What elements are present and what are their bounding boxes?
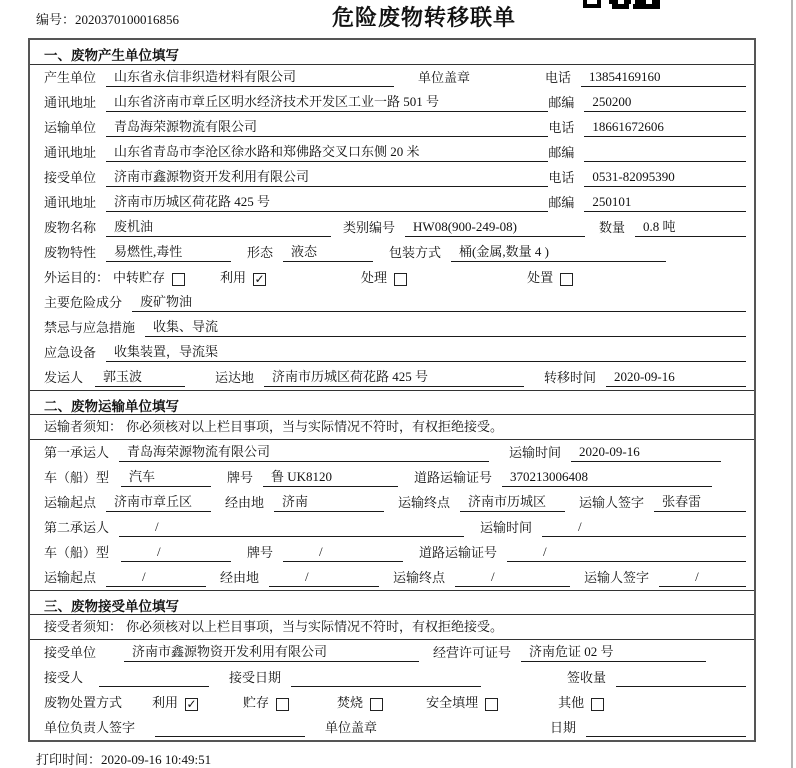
first-transport-time-label: 运输时间 — [509, 445, 562, 460]
emergency-measures-value: 收集、导流 — [145, 318, 746, 337]
second-route-via-value: / — [269, 568, 379, 587]
page-edge-line — [791, 0, 793, 768]
second-route-end-value: / — [455, 568, 570, 587]
license-value: 济南危证 02 号 — [521, 643, 706, 662]
destination-label: 运达地 — [215, 370, 255, 385]
document-header — [0, 0, 796, 38]
producer-address-label: 通讯地址 — [44, 95, 97, 110]
waste-name-value: 废机油 — [106, 218, 331, 237]
row-dispatch — [30, 365, 754, 390]
receiver-address-value: 济南市历城区荷花路 425 号 — [106, 193, 548, 212]
transport-unit-value: 青岛海荣源物流有限公司 — [106, 118, 548, 137]
row-signoff — [30, 715, 754, 740]
transport-address-label: 通讯地址 — [44, 145, 97, 160]
purpose-option-utilize — [220, 269, 266, 287]
responsible-sign-value — [155, 718, 305, 737]
second-route-start-label: 运输起点 — [44, 570, 97, 585]
row-receiver-notice — [30, 615, 754, 640]
producer-unit-label: 产生单位 — [44, 70, 97, 85]
receiving-date-value — [291, 668, 481, 687]
transport-zip-label: 邮编 — [548, 145, 575, 160]
first-carrier-sign-value: 张春雷 — [654, 493, 746, 512]
row-transport-unit — [30, 115, 754, 140]
producer-phone-value: 13854169160 — [581, 68, 746, 87]
receiver-notice-text: 你必须核对以上栏目事项，当与实际情况不符时，有权拒绝接受。 — [126, 619, 504, 634]
qr-code-fragment — [583, 0, 663, 9]
responsible-sign-label: 单位负责人签字 — [44, 720, 136, 735]
second-route-start-value: / — [106, 568, 206, 587]
waste-code-label: 类别编号 — [343, 220, 396, 235]
receiver-zip-label: 邮编 — [548, 195, 575, 210]
waste-pack-label: 包装方式 — [389, 245, 442, 260]
first-route-via-value: 济南 — [274, 493, 384, 512]
serial-label: 编号： — [36, 12, 76, 27]
first-plate-value: 鲁 UK8120 — [263, 468, 398, 487]
receiving-date-label: 接受日期 — [229, 670, 282, 685]
second-road-cert-value: / — [507, 543, 746, 562]
waste-form-label: 形态 — [247, 245, 274, 260]
transfer-manifest-form — [28, 38, 756, 742]
received-qty-value — [616, 668, 746, 687]
transport-unit-label: 运输单位 — [44, 120, 97, 135]
emergency-equipment-label: 应急设备 — [44, 345, 97, 360]
document-title: 危险废物转移联单 — [332, 5, 517, 30]
second-plate-value: / — [283, 543, 403, 562]
first-plate-label: 牌号 — [227, 470, 254, 485]
second-carrier-value: / — [119, 518, 464, 537]
second-route-end-label: 运输终点 — [393, 570, 446, 585]
disposal-option-storage — [243, 694, 289, 712]
second-road-cert-label: 道路运输证号 — [419, 545, 498, 560]
unit-seal-label: 单位盖章 — [418, 70, 471, 85]
second-plate-label: 牌号 — [247, 545, 274, 560]
first-vehicle-type-label: 车（船）型 — [44, 470, 110, 485]
purpose-dispose-label: 处置 — [527, 270, 554, 285]
destination-value: 济南市历城区荷花路 425 号 — [264, 368, 524, 387]
serial-number: 2020370100016856 — [75, 12, 180, 27]
second-carrier-sign-label: 运输人签字 — [584, 570, 650, 585]
section1-header: 一、废物产生单位填写 — [30, 40, 754, 65]
first-carrier-sign-label: 运输人签字 — [579, 495, 645, 510]
purpose-storage-label: 中转贮存 — [113, 270, 166, 285]
disposal-utilize-label: 利用 — [152, 695, 179, 710]
purpose-treat-checkbox — [394, 273, 407, 286]
row-producer-unit — [30, 65, 754, 90]
purpose-utilize-checkbox: ✓ — [254, 272, 265, 286]
receiver-address-label: 通讯地址 — [44, 195, 97, 210]
disposal-method-label: 废物处置方式 — [44, 695, 123, 710]
first-carrier-value: 青岛海荣源物流有限公司 — [119, 443, 489, 462]
transfer-time-label: 转移时间 — [544, 370, 597, 385]
second-vehicle-type-label: 车（船）型 — [44, 545, 110, 560]
signoff-seal-label: 单位盖章 — [325, 720, 378, 735]
transfer-time-value: 2020-09-16 — [606, 368, 746, 387]
row-receiving-unit — [30, 640, 754, 665]
row-second-vehicle — [30, 540, 754, 565]
waste-traits-value: 易燃性,毒性 — [106, 243, 231, 262]
purpose-utilize-label: 利用 — [220, 270, 247, 285]
receiver-phone-label: 电话 — [548, 170, 575, 185]
receiver-zip-value: 250101 — [584, 193, 746, 212]
receiver-notice-label: 接受者须知： — [44, 619, 123, 634]
row-waste-name — [30, 215, 754, 240]
purpose-option-storage — [113, 269, 185, 287]
transfer-purpose-label: 外运目的： — [44, 270, 110, 285]
disposal-utilize-checkbox: ✓ — [186, 697, 197, 711]
transporter-notice-text: 你必须核对以上栏目事项，当与实际情况不符时，有权拒绝接受。 — [126, 419, 504, 434]
dispatcher-label: 发运人 — [44, 370, 84, 385]
row-emergency-measures — [30, 315, 754, 340]
row-first-vehicle — [30, 465, 754, 490]
row-transporter-notice — [30, 415, 754, 440]
license-label: 经营许可证号 — [433, 645, 512, 660]
second-carrier-label: 第二承运人 — [44, 520, 110, 535]
disposal-other-checkbox — [591, 698, 604, 711]
waste-code-value: HW08(900-249-08) — [405, 218, 585, 237]
row-transfer-purpose — [30, 265, 754, 290]
producer-unit-value: 山东省永信非织造材料有限公司 — [106, 68, 394, 87]
row-disposal-method — [30, 690, 754, 715]
waste-name-label: 废物名称 — [44, 220, 97, 235]
section3-header: 三、废物接受单位填写 — [30, 590, 754, 615]
signoff-date-label: 日期 — [549, 720, 576, 735]
purpose-dispose-checkbox — [560, 273, 573, 286]
hazard-components-label: 主要危险成分 — [44, 295, 123, 310]
row-second-carrier — [30, 515, 754, 540]
row-emergency-equipment — [30, 340, 754, 365]
second-vehicle-type-value: / — [121, 543, 231, 562]
row-waste-traits — [30, 240, 754, 265]
transport-phone-value: 18661672606 — [584, 118, 746, 137]
producer-zip-value: 250200 — [584, 93, 746, 112]
receiver-unit-label: 接受单位 — [44, 170, 97, 185]
producer-zip-label: 邮编 — [548, 95, 575, 110]
row-receiving-person — [30, 665, 754, 690]
receiver-phone-value: 0531-82095390 — [584, 168, 746, 187]
transport-address-value: 山东省青岛市李沧区徐水路和郑佛路交叉口东侧 20 米 — [106, 143, 548, 162]
print-time-value: 2020-09-16 10:49:51 — [101, 752, 212, 767]
row-receiver-address — [30, 190, 754, 215]
row-first-route — [30, 490, 754, 515]
disposal-other-label: 其他 — [558, 695, 585, 710]
first-route-end-value: 济南市历城区 — [460, 493, 565, 512]
first-vehicle-type-value: 汽车 — [121, 468, 211, 487]
disposal-storage-label: 贮存 — [243, 695, 270, 710]
emergency-measures-label: 禁忌与应急措施 — [44, 320, 136, 335]
disposal-option-landfill — [426, 694, 498, 712]
first-carrier-label: 第一承运人 — [44, 445, 110, 460]
waste-pack-value: 桶(金属,数量 4 ) — [451, 243, 666, 262]
purpose-treat-label: 处理 — [361, 270, 388, 285]
second-transport-time-label: 运输时间 — [480, 520, 533, 535]
row-transport-address — [30, 140, 754, 165]
row-first-carrier — [30, 440, 754, 465]
print-time — [36, 749, 796, 768]
transport-zip-value — [584, 143, 746, 162]
second-carrier-sign-value: / — [659, 568, 746, 587]
transporter-notice-label: 运输者须知： — [44, 419, 123, 434]
disposal-option-utilize — [152, 694, 198, 712]
producer-phone-label: 电话 — [544, 70, 571, 85]
dispatcher-value: 郭玉波 — [95, 368, 185, 387]
first-route-start-label: 运输起点 — [44, 495, 97, 510]
disposal-incinerate-checkbox — [370, 698, 383, 711]
first-route-end-label: 运输终点 — [398, 495, 451, 510]
receiving-person-value — [99, 668, 209, 687]
waste-form-value: 液态 — [283, 243, 373, 262]
producer-address-value: 山东省济南市章丘区明水经济技术开发区工业一路 501 号 — [106, 93, 548, 112]
document-serial — [36, 9, 179, 28]
disposal-landfill-checkbox — [485, 698, 498, 711]
receiving-unit-value: 济南市鑫源物资开发利用有限公司 — [124, 643, 419, 662]
purpose-option-dispose — [527, 269, 573, 287]
second-transport-time-value: / — [542, 518, 746, 537]
first-road-cert-value: 370213006408 — [502, 468, 712, 487]
first-transport-time-value: 2020-09-16 — [571, 443, 721, 462]
first-road-cert-label: 道路运输证号 — [414, 470, 493, 485]
disposal-option-incinerate — [337, 694, 383, 712]
purpose-option-treat — [361, 269, 407, 287]
receiving-person-label: 接受人 — [44, 670, 84, 685]
row-receiver-unit — [30, 165, 754, 190]
transport-phone-label: 电话 — [548, 120, 575, 135]
row-second-route — [30, 565, 754, 590]
purpose-storage-checkbox — [172, 273, 185, 286]
receiver-unit-value: 济南市鑫源物资开发利用有限公司 — [106, 168, 548, 187]
row-hazard-components — [30, 290, 754, 315]
received-qty-label: 签收量 — [566, 670, 606, 685]
waste-qty-value: 0.8 吨 — [635, 218, 746, 237]
row-producer-address — [30, 90, 754, 115]
second-route-via-label: 经由地 — [220, 570, 260, 585]
first-route-start-value: 济南市章丘区 — [106, 493, 211, 512]
disposal-storage-checkbox — [276, 698, 289, 711]
print-time-label: 打印时间： — [36, 752, 102, 767]
receiving-unit-label: 接受单位 — [44, 645, 97, 660]
disposal-landfill-label: 安全填埋 — [426, 695, 479, 710]
hazard-components-value: 废矿物油 — [132, 293, 746, 312]
emergency-equipment-value: 收集装置，导流渠 — [106, 343, 746, 362]
waste-qty-label: 数量 — [599, 220, 626, 235]
disposal-incinerate-label: 焚烧 — [337, 695, 364, 710]
waste-traits-label: 废物特性 — [44, 245, 97, 260]
disposal-option-other — [558, 694, 604, 712]
first-route-via-label: 经由地 — [225, 495, 265, 510]
section2-header: 二、废物运输单位填写 — [30, 390, 754, 415]
signoff-date-value — [586, 718, 746, 737]
